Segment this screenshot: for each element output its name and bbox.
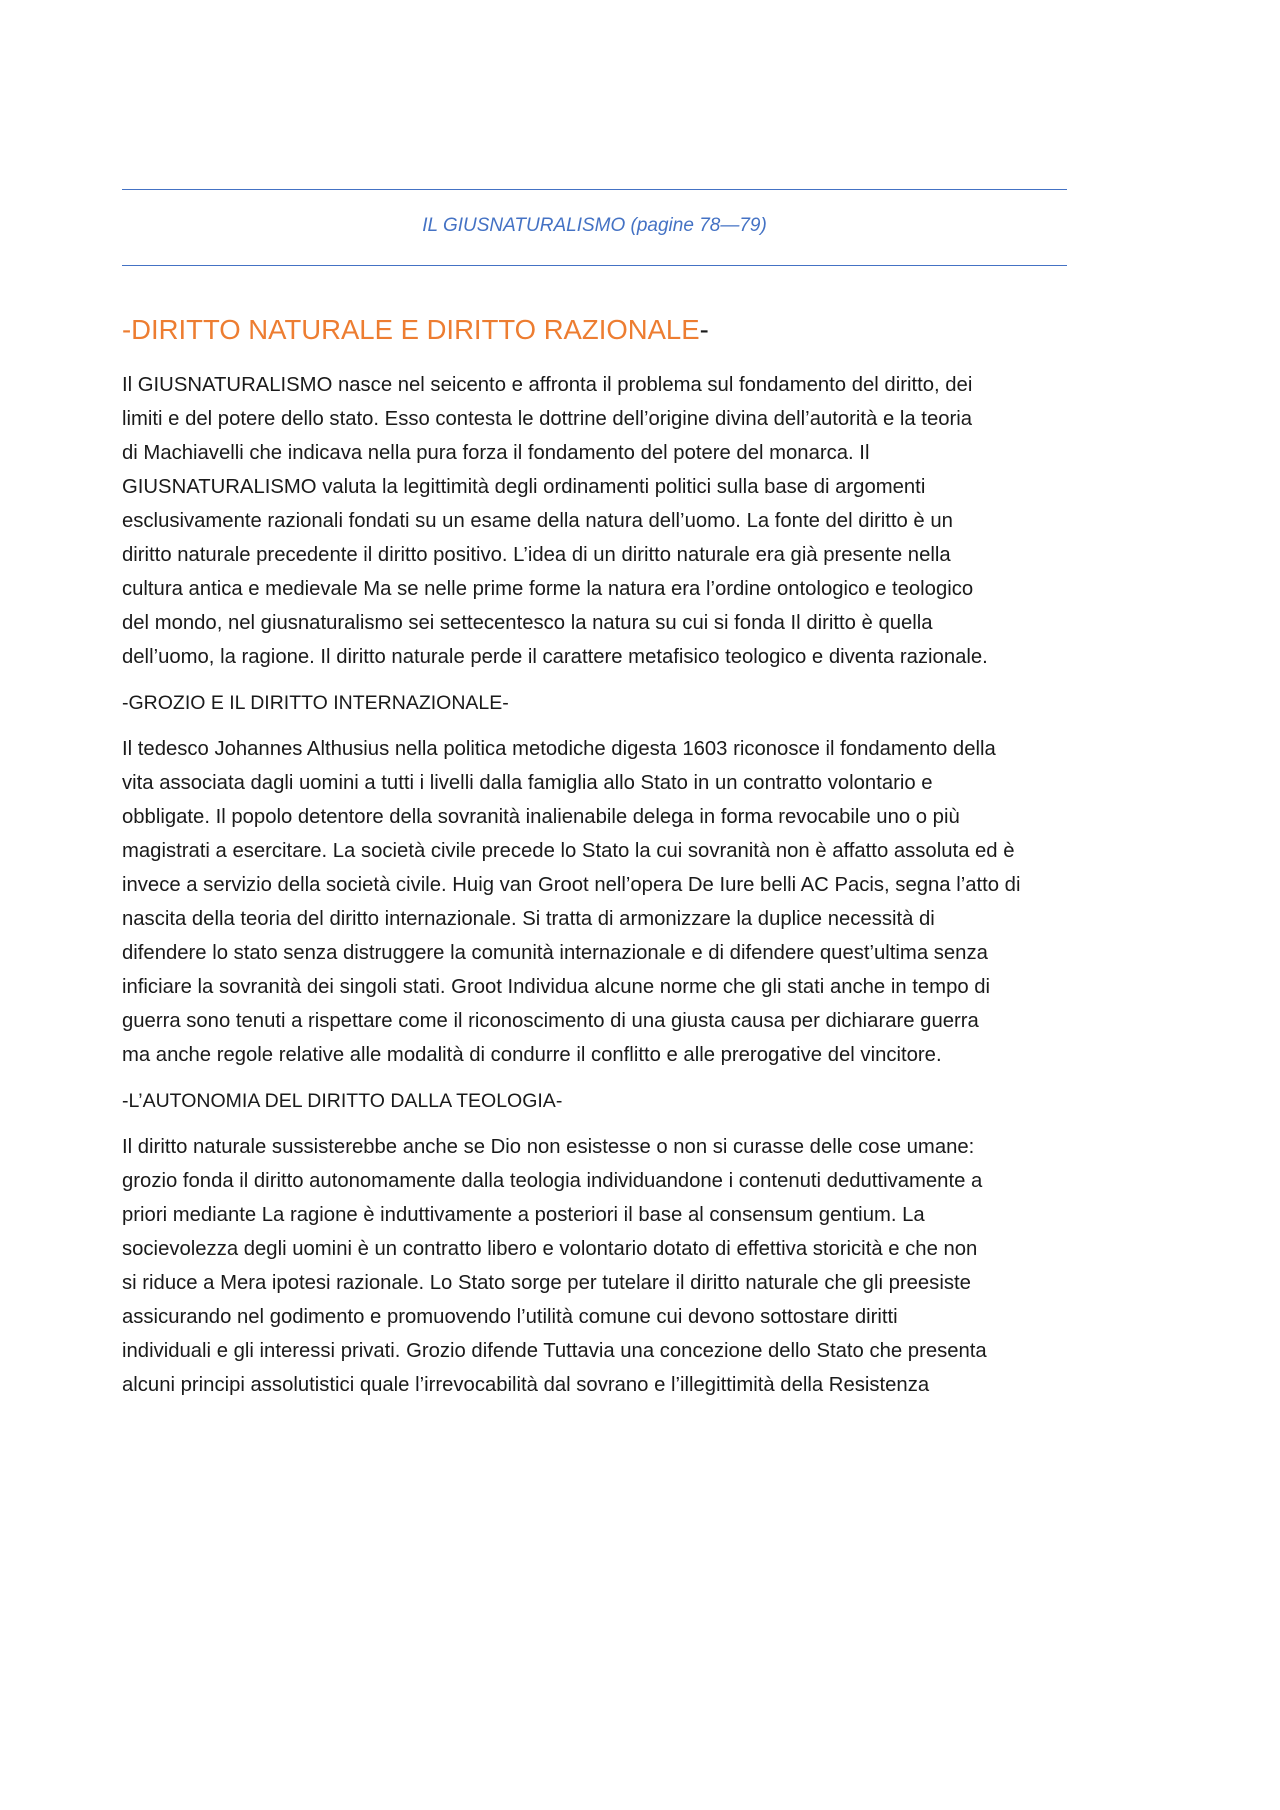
main-heading xyxy=(122,310,709,350)
text-line: grozio fonda il diritto autonomamente dalla teologia individuandone i contenuti deduttivamente a xyxy=(122,1170,983,1192)
text-line: diritto naturale precedente il diritto positivo. L’idea di un diritto naturale era già presente nella xyxy=(122,544,951,566)
text-line: priori mediante La ragione è induttivamente a posteriori il base al consensum gentium. La xyxy=(122,1204,925,1226)
document-body xyxy=(122,368,1167,1414)
main-heading-text: -DIRITTO NATURALE E DIRITTO RAZIONALE xyxy=(122,314,700,345)
text-line: limiti e del potere dello stato. Esso contesta le dottrine dell’origine divina dell’autorità e la teoria xyxy=(122,408,973,430)
main-heading-trailing-dash: - xyxy=(699,314,709,345)
text-line: magistrati a esercitare. La società civile precede lo Stato la cui sovranità non è affatto assoluta ed è xyxy=(122,840,1015,862)
paragraph-grozio xyxy=(122,732,1167,1072)
text-line: invece a servizio della società civile. Huig van Groot nell’opera De Iure belli AC Pacis, segna l’atto di xyxy=(122,874,1021,896)
text-line: socievolezza degli uomini è un contratto libero e volontario dotato di effettiva storicità e che non xyxy=(122,1238,978,1260)
text-line: di Machiavelli che indicava nella pura forza il fondamento del potere del monarca. Il xyxy=(122,442,870,464)
document-title: IL GIUSNATURALISMO (pagine 78—79) xyxy=(422,215,767,236)
paragraph-autonomia xyxy=(122,1130,1167,1402)
document-page xyxy=(122,0,1172,1810)
header-rule-top xyxy=(122,189,1067,190)
text-line: dell’uomo, la ragione. Il diritto naturale perde il carattere metafisico teologico e diventa razionale. xyxy=(122,646,988,668)
text-line: Il GIUSNATURALISMO nasce nel seicento e affronta il problema sul fondamento del diritto, dei xyxy=(122,374,973,396)
text-line: GIUSNATURALISMO valuta la legittimità degli ordinamenti politici sulla base di argomenti xyxy=(122,476,926,498)
text-line: individuali e gli interessi privati. Grozio difende Tuttavia una concezione dello Stato che presenta xyxy=(122,1340,987,1362)
text-line: alcuni principi assolutistici quale l’irrevocabilità dal sovrano e l’illegittimità della Resistenza xyxy=(122,1374,930,1396)
text-line: ma anche regole relative alle modalità di condurre il conflitto e alle prerogative del vincitore. xyxy=(122,1044,942,1066)
paragraph-diritto-naturale xyxy=(122,368,1167,674)
text-line: del mondo, nel giusnaturalismo sei settecentesco la natura su cui si fonda Il diritto è quella xyxy=(122,612,933,634)
header-rule-bottom xyxy=(122,265,1067,266)
text-line: Il diritto naturale sussisterebbe anche se Dio non esistesse o non si curasse delle cose umane: xyxy=(122,1136,975,1158)
text-line: obbligate. Il popolo detentore della sovranità inalienabile delega in forma revocabile uno o più xyxy=(122,806,960,828)
text-line: esclusivamente razionali fondati su un esame della natura dell’uomo. La fonte del diritto è un xyxy=(122,510,953,532)
text-line: si riduce a Mera ipotesi razionale. Lo Stato sorge per tutelare il diritto naturale che gli preesiste xyxy=(122,1272,971,1294)
text-line: nascita della teoria del diritto internazionale. Si tratta di armonizzare la duplice necessità di xyxy=(122,908,935,930)
text-line: guerra sono tenuti a rispettare come il riconoscimento di una giusta causa per dichiarare guerra xyxy=(122,1010,979,1032)
section-heading-grozio: -GROZIO E IL DIRITTO INTERNAZIONALE- xyxy=(122,692,509,714)
text-line: assicurando nel godimento e promuovendo l’utilità comune cui devono sottostare diritti xyxy=(122,1306,898,1328)
section-heading-autonomia: -L’AUTONOMIA DEL DIRITTO DALLA TEOLOGIA- xyxy=(122,1090,563,1112)
text-line: cultura antica e medievale Ma se nelle prime forme la natura era l’ordine ontologico e teologico xyxy=(122,578,974,600)
text-line: difendere lo stato senza distruggere la comunità internazionale e di difendere quest’ultima senza xyxy=(122,942,988,964)
text-line: Il tedesco Johannes Althusius nella politica metodiche digesta 1603 riconosce il fondamento della xyxy=(122,738,996,760)
text-line: vita associata dagli uomini a tutti i livelli dalla famiglia allo Stato in un contratto volontario e xyxy=(122,772,933,794)
text-line: inficiare la sovranità dei singoli stati. Groot Individua alcune norme che gli stati anche in tempo di xyxy=(122,976,991,998)
